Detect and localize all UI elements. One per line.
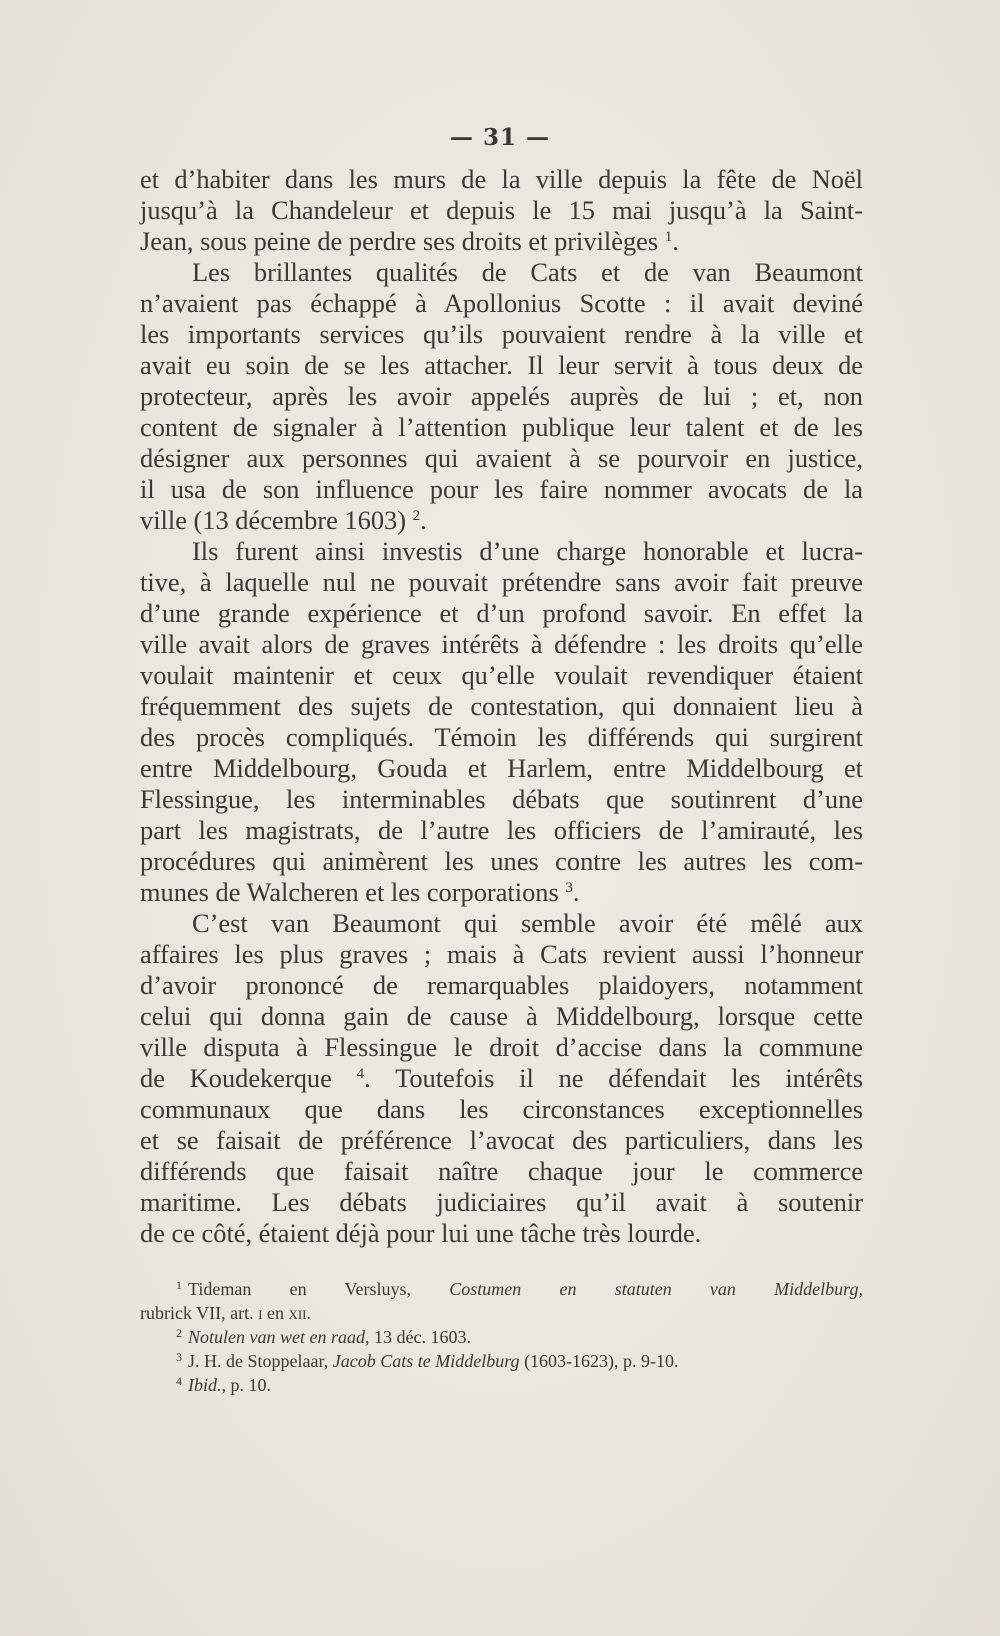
text-line-content: Jean, sous peine de perdre ses droits et privilèges xyxy=(140,226,659,256)
footnote-author: Tideman en Versluys, xyxy=(188,1279,411,1299)
text-line: C’est van Beaumont qui semble avoir été mêlé aux xyxy=(192,908,863,938)
footnote-title: Costumen en statuten van Middelburg, xyxy=(449,1279,863,1299)
text-line: entre Middelbourg, Gouda et Harlem, entre Middelbourg et xyxy=(140,753,863,783)
text-line: et d’habiter dans les murs de la ville depuis la fête de Noël xyxy=(140,164,863,194)
footnote-ref[interactable]: 2 xyxy=(412,508,421,524)
footnotes xyxy=(140,1277,863,1397)
text-line: de ce côté, étaient déjà pour lui une tâche très lourde. xyxy=(140,1218,702,1248)
footnote-ref[interactable]: 3 xyxy=(565,880,573,896)
text-line: Ils furent ainsi investis d’une charge honorable et lucra- xyxy=(192,536,863,566)
punctuation: . xyxy=(364,1063,371,1093)
footnote-title: Ibid., xyxy=(188,1375,226,1395)
text-line: maritime. Les débats judiciaires qu’il avait à soutenir xyxy=(140,1187,863,1217)
text-line: ville avait alors de graves intérêts à défendre : les droits qu’elle xyxy=(140,629,863,659)
footnote-text: en xyxy=(266,1303,284,1323)
text-line: affaires les plus graves ; mais à Cats revient aussi l’honneur xyxy=(140,939,863,969)
text-line: différends que faisait naître chaque jour le commerce xyxy=(140,1156,863,1186)
text-line: procédures qui animèrent les unes contre les autres les com- xyxy=(140,846,863,876)
text-line: Les brillantes qualités de Cats et de van Beaumont xyxy=(192,257,863,287)
footnote-mark: 1 xyxy=(176,1278,182,1292)
text-line: et se faisait de préférence l’avocat des particuliers, dans les xyxy=(140,1125,863,1155)
footnote-text: rubrick VII, art. xyxy=(140,1303,254,1323)
footnote-ref[interactable]: 4 xyxy=(356,1066,365,1082)
text-line: désigner aux personnes qui avaient à se pourvoir en justice, xyxy=(140,443,863,473)
footnote-text: i xyxy=(258,1303,263,1323)
text-line: avait eu soin de se les attacher. Il leur servit à tous deux de xyxy=(140,350,863,380)
footnote-2 xyxy=(140,1325,863,1349)
text-line: communaux que dans les circonstances exceptionnelles xyxy=(140,1094,863,1124)
footnote-text: xii. xyxy=(288,1303,312,1323)
text-line-content: de Koudekerque xyxy=(140,1063,332,1093)
footnote-3 xyxy=(140,1349,863,1373)
punctuation: . xyxy=(672,226,679,256)
footnote-mark: 4 xyxy=(176,1374,182,1388)
text-line: fréquemment des sujets de contestation, qui donnaient lieu à xyxy=(140,691,863,721)
text-line: n’avaient pas échappé à Apollonius Scotte : il avait deviné xyxy=(140,288,863,318)
footnote-ref[interactable]: 1 xyxy=(664,229,673,245)
text-line-content: munes de Walcheren et les corporations xyxy=(140,877,559,907)
text-line: tive, à laquelle nul ne pouvait prétendre sans avoir fait preuve xyxy=(140,567,863,597)
text-line: il usa de son influence pour les faire nommer avocats de la xyxy=(140,474,863,504)
text-line: ville disputa à Flessingue le droit d’accise dans la commune xyxy=(140,1032,863,1062)
text-line: protecteur, après les avoir appelés auprès de lui ; et, non xyxy=(140,381,863,411)
footnote-text: p. 10. xyxy=(230,1375,271,1395)
footnote-1 xyxy=(140,1277,863,1301)
footnote-4 xyxy=(140,1373,863,1397)
text-line: les importants services qu’ils pouvaient rendre à la ville et xyxy=(140,319,863,349)
footnote-mark: 3 xyxy=(176,1350,182,1364)
text-line: celui qui donna gain de cause à Middelbourg, lorsque cette xyxy=(140,1001,863,1031)
text-line: voulait maintenir et ceux qu’elle voulait revendiquer étaient xyxy=(140,660,863,690)
text-line: jusqu’à la Chandeleur et depuis le 15 mai jusqu’à la Saint- xyxy=(140,195,863,225)
text-line: content de signaler à l’attention publique leur talent et de les xyxy=(140,412,863,442)
footnote-1-continuation xyxy=(140,1301,863,1325)
text-line-content: Toutefois il ne défendait les intérêts xyxy=(395,1063,863,1093)
punctuation: . xyxy=(420,505,427,535)
footnote-text: (1603-1623), p. 9-10. xyxy=(524,1351,679,1371)
body-text xyxy=(140,164,863,1249)
punctuation: . xyxy=(572,877,580,907)
page-number: — 31 — xyxy=(449,124,551,151)
footnote-mark: 2 xyxy=(176,1326,182,1340)
text-line xyxy=(140,226,863,257)
footnote-author: J. H. de Stoppelaar, xyxy=(188,1351,329,1371)
footnote-text: 13 déc. 1603. xyxy=(373,1327,471,1347)
footnote-title: Notulen van wet en raad, xyxy=(188,1327,370,1347)
footnote-title: Jacob Cats te Middelburg xyxy=(332,1351,520,1371)
text-line: Flessingue, les interminables débats que soutinrent d’une xyxy=(140,784,863,814)
text-line: d’avoir prononcé de remarquables plaidoyers, notamment xyxy=(140,970,863,1000)
text-line xyxy=(140,1063,863,1094)
text-line-content: ville (13 décembre 1603) xyxy=(140,505,407,535)
text-line xyxy=(140,505,863,536)
text-line: des procès compliqués. Témoin les différends qui surgirent xyxy=(140,722,863,752)
text-line: part les magistrats, de l’autre les officiers de l’amirauté, les xyxy=(140,815,863,845)
text-line xyxy=(140,877,863,908)
text-line: d’une grande expérience et d’un profond savoir. En effet la xyxy=(140,598,863,628)
